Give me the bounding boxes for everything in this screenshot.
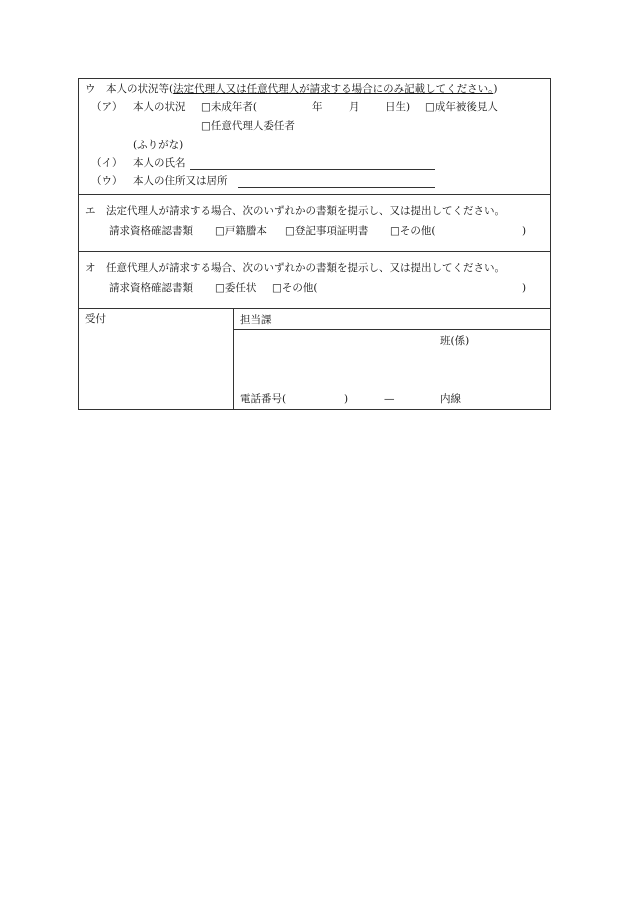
minor-checkbox-option[interactable]: □未成年者(: [201, 101, 258, 113]
section-o-instruction: オ 任意代理人が請求する場合、次のいずれかの書類を提示し、又は提出してください。: [85, 262, 505, 274]
phone-number-label: 電話番号(: [240, 393, 287, 405]
registry-certificate-checkbox-option[interactable]: □登記事項証明書: [285, 225, 369, 237]
item-a-marker: （ア）: [91, 101, 123, 113]
voluntary-agent-principal-checkbox-option[interactable]: □任意代理人委任者: [201, 120, 295, 132]
principal-address-field[interactable]: [238, 176, 435, 188]
furigana-label: (ふりがな): [133, 139, 184, 151]
section-e-legal-representative: [79, 195, 550, 252]
reception-label: 受付: [85, 313, 106, 325]
section-o-other-close: ): [522, 282, 527, 294]
power-of-attorney-checkbox-option[interactable]: □委任状: [215, 282, 257, 294]
section-e-other-checkbox-option[interactable]: □その他(: [390, 225, 436, 237]
request-form-table: [78, 78, 551, 410]
office-use-area: [79, 309, 550, 409]
principal-name-label: 本人の氏名: [133, 157, 186, 169]
item-u-marker: （ウ）: [91, 175, 123, 187]
birth-day-label: 日生): [385, 101, 411, 113]
section-u-title-underlined: 法定代理人又は任意代理人が請求する場合にのみ記載してください。: [173, 83, 494, 95]
phone-number-close: ): [344, 393, 349, 405]
principal-name-field[interactable]: [190, 158, 435, 170]
extension-label: 内線: [440, 393, 461, 405]
item-a-label: 本人の状況: [133, 101, 186, 113]
department-box: [234, 309, 550, 409]
section-e-other-close: ): [522, 225, 527, 237]
adult-ward-checkbox-option[interactable]: □成年被後見人: [425, 101, 498, 113]
section-o-docs-label: 請求資格確認書類: [109, 282, 193, 294]
section-o-voluntary-agent: [79, 252, 550, 309]
department-header: [234, 309, 550, 330]
section-e-instruction: エ 法定代理人が請求する場合、次のいずれかの書類を提示し、又は提出してください。: [85, 205, 505, 217]
birth-month-label: 月: [349, 101, 360, 113]
section-e-docs-label: 請求資格確認書類: [109, 225, 193, 237]
reception-box: [79, 309, 234, 409]
section-o-other-checkbox-option[interactable]: □その他(: [272, 282, 318, 294]
department-label: 担当課: [240, 314, 272, 326]
section-group-label: 班(係): [440, 335, 470, 347]
section-u-principal-status: [79, 79, 550, 195]
birth-year-label: 年: [312, 101, 323, 113]
item-i-marker: （イ）: [91, 157, 123, 169]
family-register-checkbox-option[interactable]: □戸籍謄本: [215, 225, 267, 237]
principal-address-label: 本人の住所又は居所: [133, 175, 228, 187]
section-u-title: ウ 本人の状況等(法定代理人又は任意代理人が請求する場合にのみ記載してください。): [85, 83, 498, 95]
phone-dash: —: [384, 393, 395, 405]
